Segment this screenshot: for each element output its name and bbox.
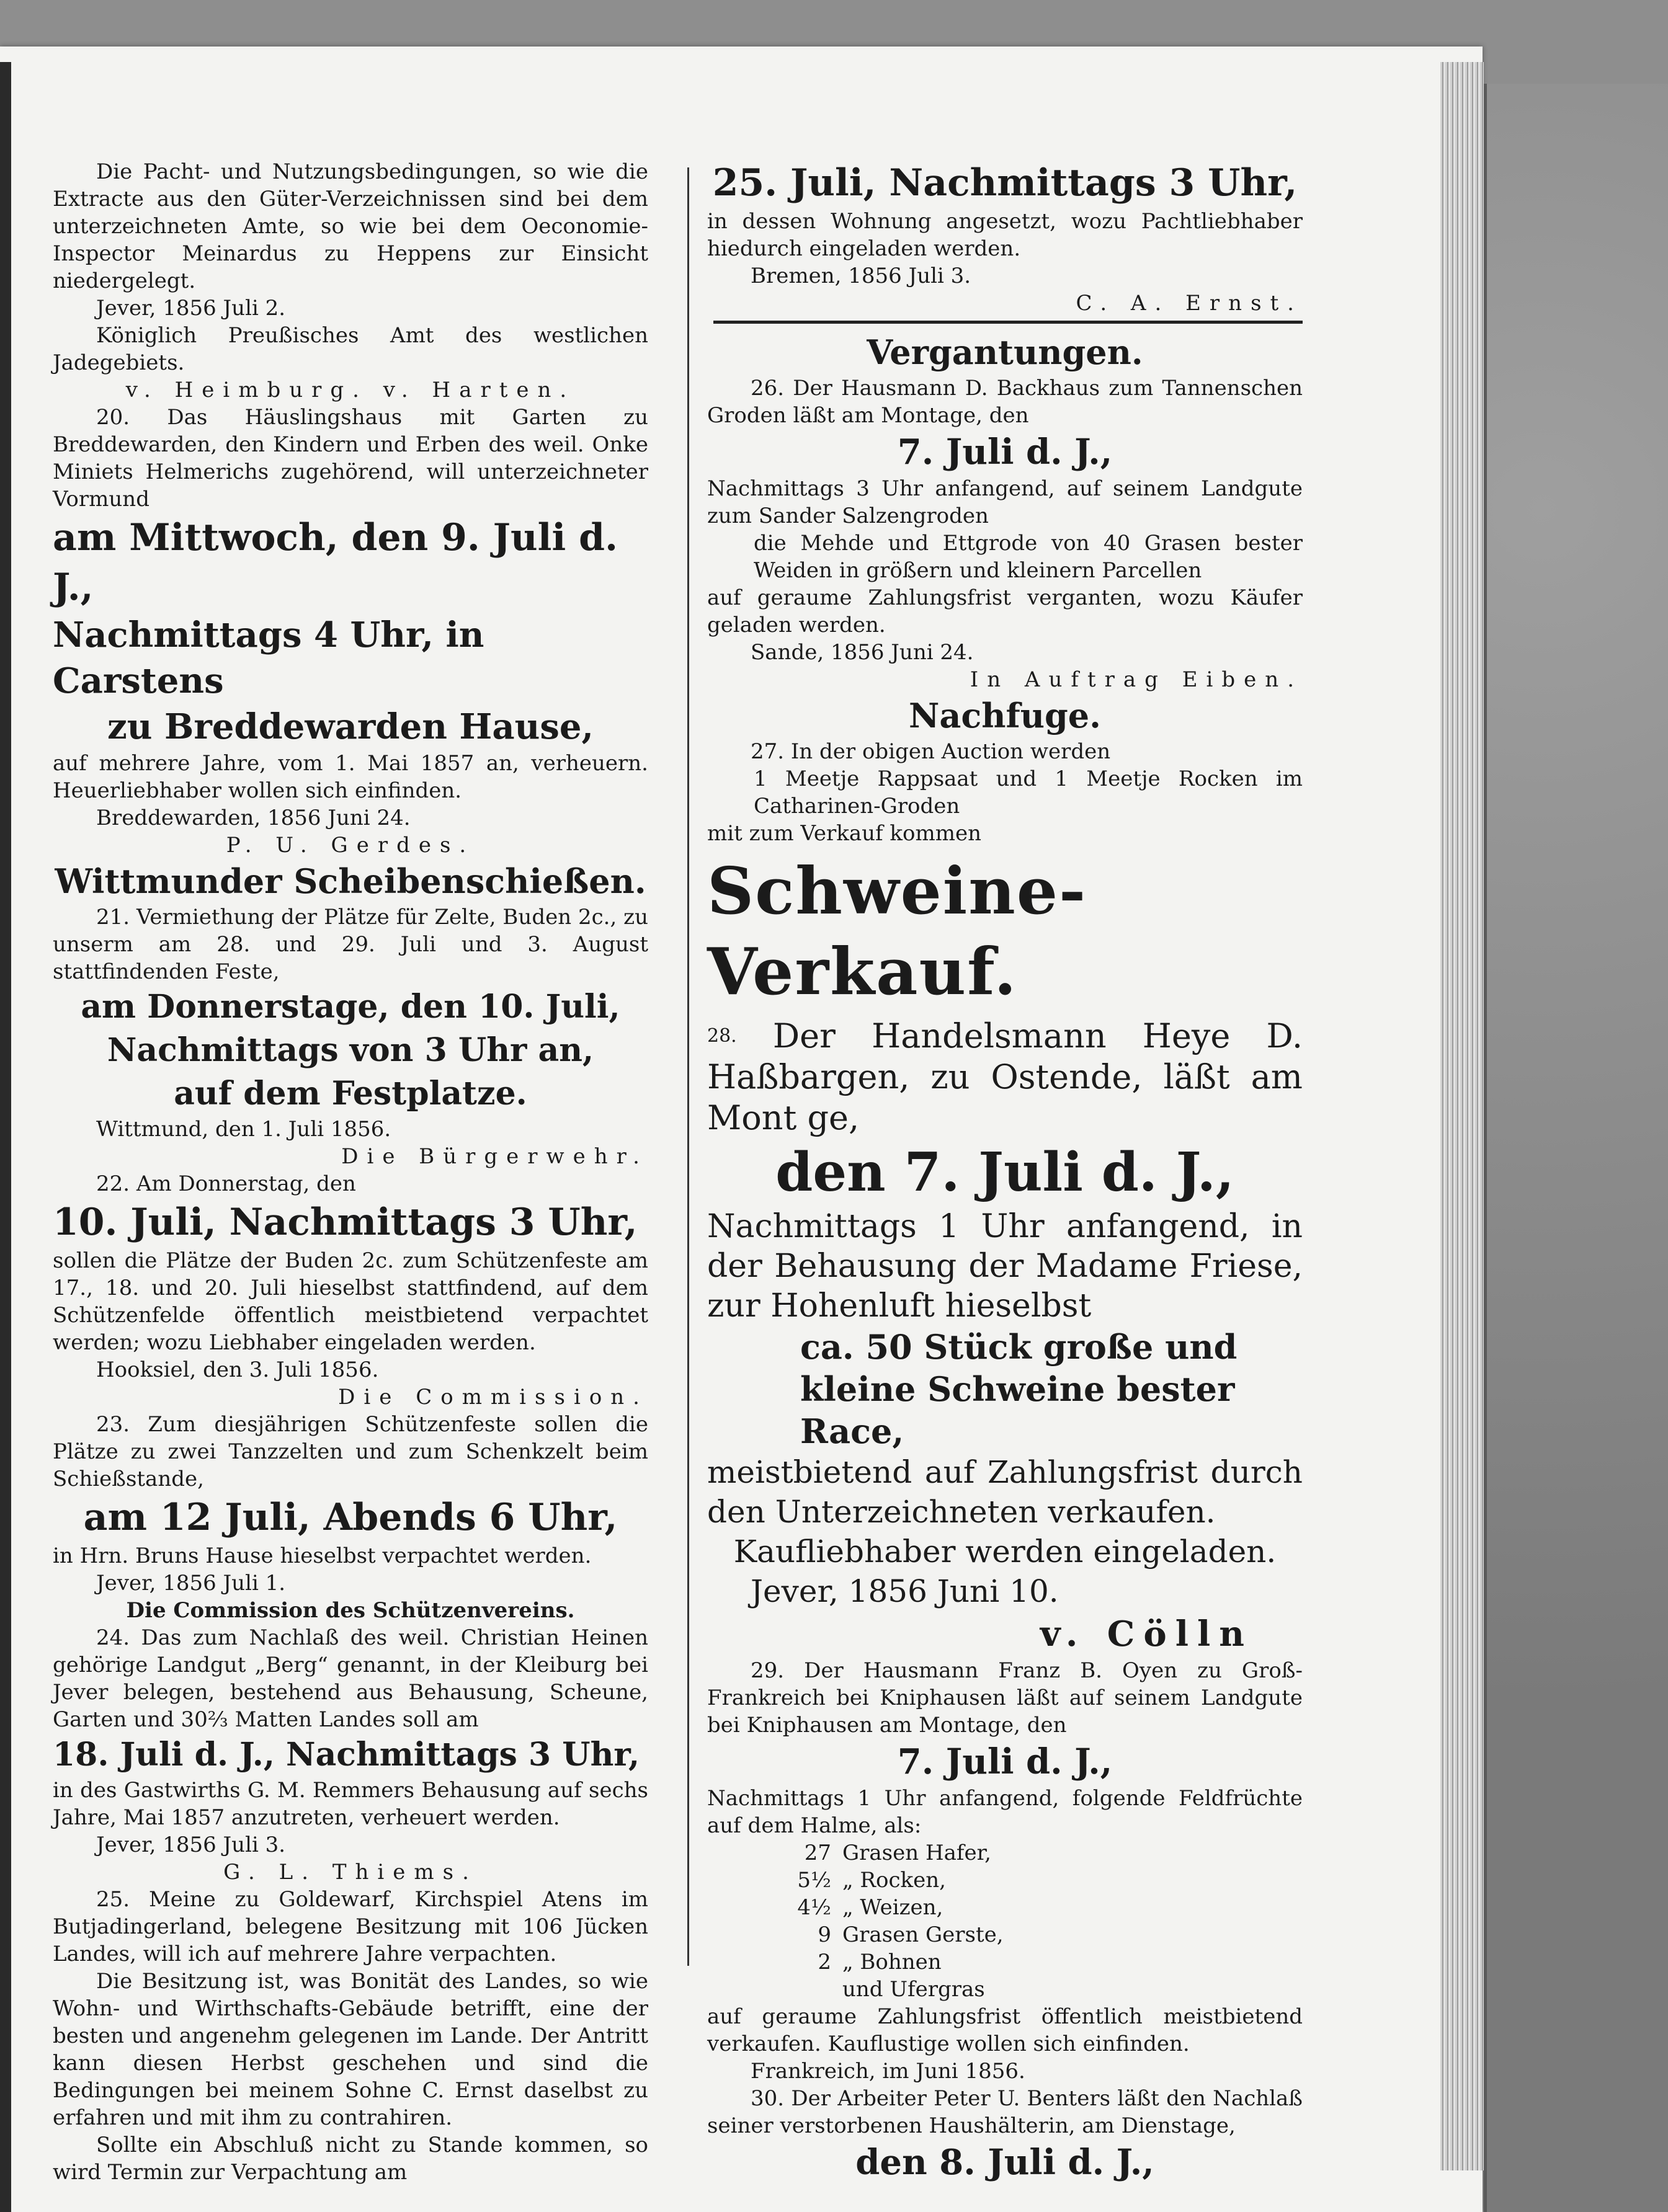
- ad-20-place: zu Breddewarden Hause,: [107, 706, 594, 747]
- ad-27-text: 27. In der obigen Auction werden: [751, 739, 1111, 764]
- column-divider: [687, 167, 689, 1966]
- heading-wittmund: Wittmunder Scheibenschießen.: [55, 861, 646, 901]
- ad-26-terms: Nachmittags 3 Uhr anfangend, auf seinem Landgute zum Sander Salzengroden: [707, 476, 1303, 528]
- ad-25-closing: Sollte ein Abschluß nicht zu Stande kommen, so wird Termin zur Verpachtung am: [53, 2133, 648, 2185]
- ad-20-terms: auf mehrere Jahre, vom 1. Mai 1857 an, verheuern. Heuerliebhaber wollen sich einfinden.: [53, 751, 648, 803]
- ad-22-date: 10. Juli, Nachmittags 3 Uhr,: [53, 1201, 638, 1244]
- left-column: [53, 158, 648, 2186]
- heading-schweine-verkauf: Schweine-Verkauf.: [707, 853, 1087, 1010]
- ad-21-dateline: Wittmund, den 1. Juli 1856.: [96, 1117, 391, 1142]
- ad-20-dateline: Breddewarden, 1856 Juni 24.: [96, 806, 411, 830]
- ad-20-signature: P. U. Gerdes.: [226, 833, 475, 858]
- ad-23-text: 23. Zum diesjährigen Schützenfeste sollen die Plätze zu zwei Tanzzelten und zum Schenkzelt beim Schießstande,: [53, 1412, 648, 1491]
- ad-29-dateline: Frankreich, im Juni 1856.: [751, 2059, 1025, 2084]
- ad-24-signature: G. L. Thiems.: [223, 1860, 478, 1885]
- ad-30-date: den 8. Juli d. J.,: [855, 2142, 1154, 2183]
- ad-28-text: [707, 1016, 1303, 1139]
- ad-21-text: 21. Vermiethung der Plätze für Zelte, Buden 2c., zu unserm am 28. und 29. Juli und 3. August stattfindenden Feste,: [53, 905, 648, 984]
- ad-23-signature: Die Commission des Schützenvereins.: [126, 1598, 575, 1623]
- heading-nachfuge: Nachfuge.: [909, 696, 1101, 735]
- notice-text: Die Pacht- und Nutzungsbedingungen, so wie die Extracte aus den Güter-Verzeichnissen sind bei dem unterzeichneten Amte, so wie bei dem Oeconomie-Inspector Meinardus zu Heppens zur Einsicht niedergelegt.: [53, 159, 648, 293]
- ad-26-conditions: auf geraume Zahlungsfrist verganten, wozu Käufer geladen werden.: [707, 585, 1303, 637]
- ad-25-text: 25. Meine zu Goldewarf, Kirchspiel Atens im Butjadingerland, belegene Besitzung mit 106 Jücken Landes, will ich auf mehrere Jahre verpachten.: [53, 1887, 648, 1966]
- crop-row: 9 Grasen Gerste,: [818, 1922, 1004, 1947]
- ad-28-invite: Kaufliebhaber werden eingeladen.: [733, 1534, 1277, 1570]
- crop-row: 4½ „ Weizen,: [797, 1895, 943, 1920]
- crop-row: 27 Grasen Hafer,: [804, 1841, 991, 1865]
- ad-28-body: Der Handelsmann Heye D. Haßbargen, zu Ostende, läßt am Mont ge,: [707, 1016, 1303, 1137]
- signatures: v. Heimburg. v. Harten.: [125, 378, 576, 402]
- ad-26-text: 26. Der Hausmann D. Backhaus zum Tannenschen Groden läßt am Montage, den: [707, 376, 1303, 428]
- office-name: Königlich Preußisches Amt des westlichen Jadegebiets.: [53, 323, 648, 375]
- ad-29-text: 29. Der Hausmann Franz B. Oyen zu Groß-Frankreich bei Kniphausen läßt auf seinem Landgute bei Kniphausen am Montage, den: [707, 1658, 1303, 1738]
- ad-28-time: Nachmittags 1 Uhr anfangend, in der Behausung der Madame Friese, zur Hohenluft hieselbst: [707, 1208, 1303, 1325]
- ad-25-dateline: Bremen, 1856 Juli 3.: [751, 264, 971, 288]
- ad-25-date: 25. Juli, Nachmittags 3 Uhr,: [712, 161, 1298, 205]
- ad-21-date: am Donnerstage, den 10. Juli,: [81, 988, 620, 1026]
- ad-30-text: 30. Der Arbeiter Peter U. Benters läßt den Nachlaß seiner verstorbenen Haushälterin, am Dienstage,: [707, 2086, 1303, 2138]
- ad-28-goods-1: ca. 50 Stück große und: [800, 1327, 1238, 1367]
- ad-26-dateline: Sande, 1856 Juni 24.: [751, 640, 974, 665]
- date-line: Jever, 1856 Juli 2.: [96, 296, 286, 321]
- ad-28-terms: meistbietend auf Zahlungsfrist durch den Unterzeichneten verkaufen.: [707, 1454, 1303, 1530]
- ad-24-text: 24. Das zum Nachlaß des weil. Christian Heinen gehörige Landgut „Berg“ genannt, in der Kleiburg bei Jever belegen, bestehend aus Behausung, Scheune, Garten und 30⅔ Matten Landes soll am: [53, 1625, 648, 1732]
- ad-28-number: 28.: [707, 1025, 737, 1047]
- ad-23-date: am 12 Juli, Abends 6 Uhr,: [83, 1496, 618, 1539]
- book-cover-board: [1484, 84, 1668, 2212]
- ad-21-time: Nachmittags von 3 Uhr an,: [107, 1031, 594, 1069]
- ad-20-time: Nachmittags 4 Uhr, in Carstens: [53, 615, 484, 701]
- ad-26-signature: In Auftrag Eiben.: [970, 667, 1303, 692]
- ad-28-dateline: Jever, 1856 Juni 10.: [751, 1573, 1059, 1609]
- ad-20-text: 20. Das Häuslingshaus mit Garten zu Breddewarden, den Kindern und Erben des weil. Onke Miniets Helmerichs zugehörend, will unterzeichneter Vormund: [53, 405, 648, 512]
- ad-21-place: auf dem Festplatze.: [174, 1075, 527, 1113]
- ad-22-text: 22. Am Donnerstag, den: [96, 1171, 356, 1196]
- crop-row: 2 „ Bohnen: [818, 1950, 942, 1974]
- ad-29-conditions: auf geraume Zahlungsfrist öffentlich meistbietend verkaufen. Kauflustige wollen sich einfinden.: [707, 2004, 1303, 2056]
- crop-row: 5½ „ Rocken,: [797, 1868, 946, 1893]
- ad-26-items: die Mehde und Ettgrode von 40 Grasen bester Weiden in größern und kleinern Parcellen: [754, 531, 1303, 583]
- previous-page-edge: [0, 62, 11, 2212]
- ad-22-dateline: Hooksiel, den 3. Juli 1856.: [96, 1357, 379, 1382]
- ad-25-signature: C. A. Ernst.: [1076, 291, 1303, 316]
- ad-28-goods-2: kleine Schweine bester Race,: [800, 1369, 1235, 1451]
- section-rule: [713, 321, 1303, 324]
- ad-24-terms: in des Gastwirths G. M. Remmers Behausung auf sechs Jahre, Mai 1857 anzutreten, verheuert werden.: [53, 1778, 648, 1830]
- ad-28-date: den 7. Juli d. J.,: [775, 1141, 1234, 1204]
- ad-26-date: 7. Juli d. J.,: [897, 432, 1113, 473]
- crop-list: [707, 1839, 1303, 2003]
- ad-25-details: Die Besitzung ist, was Bonität des Landes, so wie Wohn- und Wirthschafts-Gebäude betrifft, eine der besten und angenehm gelegenen im Lande. Der Antritt kann diesen Herbst geschehen und sind die Bedingungen bei meinem Sohne C. Ernst daselbst zu erfahren und mit ihm zu contrahiren.: [53, 1969, 648, 2130]
- ad-23-dateline: Jever, 1856 Juli 1.: [96, 1571, 286, 1596]
- crop-row: und Ufergras: [842, 1977, 985, 2002]
- ad-22-terms: sollen die Plätze der Buden 2c. zum Schützenfeste am 17., 18. und 20. Juli hieselbst stattfindend, auf dem Schützenfelde öffentlich meistbietend verpachtet werden; wozu Liebhaber eingeladen werden.: [53, 1248, 648, 1355]
- heading-vergantungen: Vergantungen.: [867, 332, 1143, 372]
- ad-29-terms: Nachmittags 1 Uhr anfangend, folgende Feldfrüchte auf dem Halme, als:: [707, 1786, 1303, 1838]
- ad-29-date: 7. Juli d. J.,: [897, 1741, 1113, 1782]
- ad-21-signature: Die Bürgerwehr.: [341, 1144, 648, 1169]
- page-stack-edge: [1440, 62, 1484, 2170]
- ad-25-invite: in dessen Wohnung angesetzt, wozu Pachtliebhaber hiedurch eingeladen werden.: [707, 209, 1303, 261]
- ad-27-items: 1 Meetje Rappsaat und 1 Meetje Rocken im Catharinen-Groden: [754, 766, 1303, 819]
- ad-24-dateline: Jever, 1856 Juli 3.: [96, 1832, 286, 1857]
- ad-23-terms: in Hrn. Bruns Hause hieselbst verpachtet werden.: [53, 1544, 592, 1568]
- ad-27-closing: mit zum Verkauf kommen: [707, 821, 981, 846]
- ad-24-date: 18. Juli d. J., Nachmittags 3 Uhr,: [53, 1736, 640, 1774]
- ad-22-signature: Die Commission.: [338, 1385, 648, 1410]
- ad-28-signature: v. Cölln: [1040, 1614, 1253, 1655]
- right-column: [707, 158, 1303, 2185]
- ad-20-date: am Mittwoch, den 9. Juli d. J.,: [53, 516, 618, 609]
